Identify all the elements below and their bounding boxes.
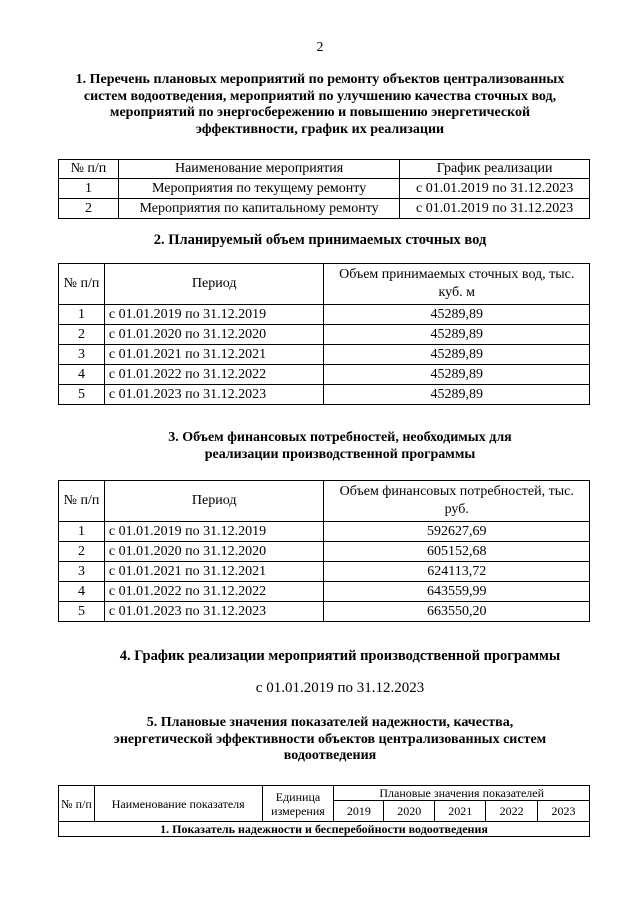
- subsection-title: 1. Показатель надежности и бесперебойности водоотведения: [59, 822, 590, 837]
- table-row: 5 с 01.01.2023 по 31.12.2023 663550,20: [59, 602, 590, 622]
- table-header-row: [59, 264, 590, 305]
- table-header-row: [59, 786, 590, 801]
- table-row: 3 с 01.01.2021 по 31.12.2021 45289,89: [59, 345, 590, 365]
- table-row: 4 с 01.01.2022 по 31.12.2022 643559,99: [59, 582, 590, 602]
- col-unit: Единица измерения: [262, 786, 334, 822]
- col-planned: Плановые значения показателей: [334, 786, 590, 801]
- col-activity: Наименование мероприятия: [118, 160, 399, 179]
- table-row: 5 с 01.01.2023 по 31.12.2023 45289,89: [59, 385, 590, 405]
- table-row: [59, 822, 590, 837]
- col-year: 2019: [334, 801, 384, 822]
- col-year: 2021: [435, 801, 486, 822]
- col-num: № п/п: [59, 160, 119, 179]
- table-row: 1 с 01.01.2019 по 31.12.2019 592627,69: [59, 522, 590, 542]
- col-schedule: График реализации: [400, 160, 590, 179]
- table-row: 3 с 01.01.2021 по 31.12.2021 624113,72: [59, 562, 590, 582]
- table-row: 1 Мероприятия по текущему ремонту с 01.01.2019 по 31.12.2023: [59, 179, 590, 199]
- table-row: 2 с 01.01.2020 по 31.12.2020 605152,68: [59, 542, 590, 562]
- col-volume: Объем принимаемых сточных вод, тыс. куб. м: [324, 264, 590, 305]
- col-year: 2020: [384, 801, 435, 822]
- col-finance: Объем финансовых потребностей, тыс. руб.: [324, 481, 590, 522]
- section2-title: 2. Планируемый объем принимаемых сточных вод: [153, 232, 487, 248]
- section1-table: [58, 159, 590, 219]
- table-row: 1 с 01.01.2019 по 31.12.2019 45289,89: [59, 305, 590, 325]
- table-header-row: [59, 160, 590, 179]
- section4-period: с 01.01.2019 по 31.12.2023: [255, 680, 425, 696]
- page-number: 2: [316, 40, 324, 55]
- col-year: 2022: [486, 801, 538, 822]
- col-num: № п/п: [59, 786, 95, 822]
- table-header-row: [59, 481, 590, 522]
- section5-title: 5. Плановые значения показателей надежности, качества, энергетической эффективности объектов централизованных систем водоотведения: [113, 715, 547, 763]
- section5-table: [58, 785, 590, 837]
- section3-title: 3. Объем финансовых потребностей, необходимых для реализации производственной программы: [168, 430, 512, 462]
- col-year: 2023: [538, 801, 590, 822]
- table-row: 2 с 01.01.2020 по 31.12.2020 45289,89: [59, 325, 590, 345]
- section3-table: [58, 480, 590, 622]
- section4-title: 4. График реализации мероприятий производственной программы: [119, 648, 561, 664]
- col-period: Период: [104, 481, 324, 522]
- col-num: № п/п: [59, 264, 105, 305]
- table-row: 4 с 01.01.2022 по 31.12.2022 45289,89: [59, 365, 590, 385]
- col-period: Период: [104, 264, 324, 305]
- col-num: № п/п: [59, 481, 105, 522]
- table-row: 2 Мероприятия по капитальному ремонту с 01.01.2019 по 31.12.2023: [59, 199, 590, 219]
- section2-table: [58, 263, 590, 405]
- col-indicator: Наименование показателя: [94, 786, 262, 822]
- section1-title: 1. Перечень плановых мероприятий по ремонту объектов централизованных систем водоотведения, мероприятий по улучшению качества сточных вод, мероприятий по энергосбережению и повышению энергетической эффективности, график их реализации: [75, 72, 565, 137]
